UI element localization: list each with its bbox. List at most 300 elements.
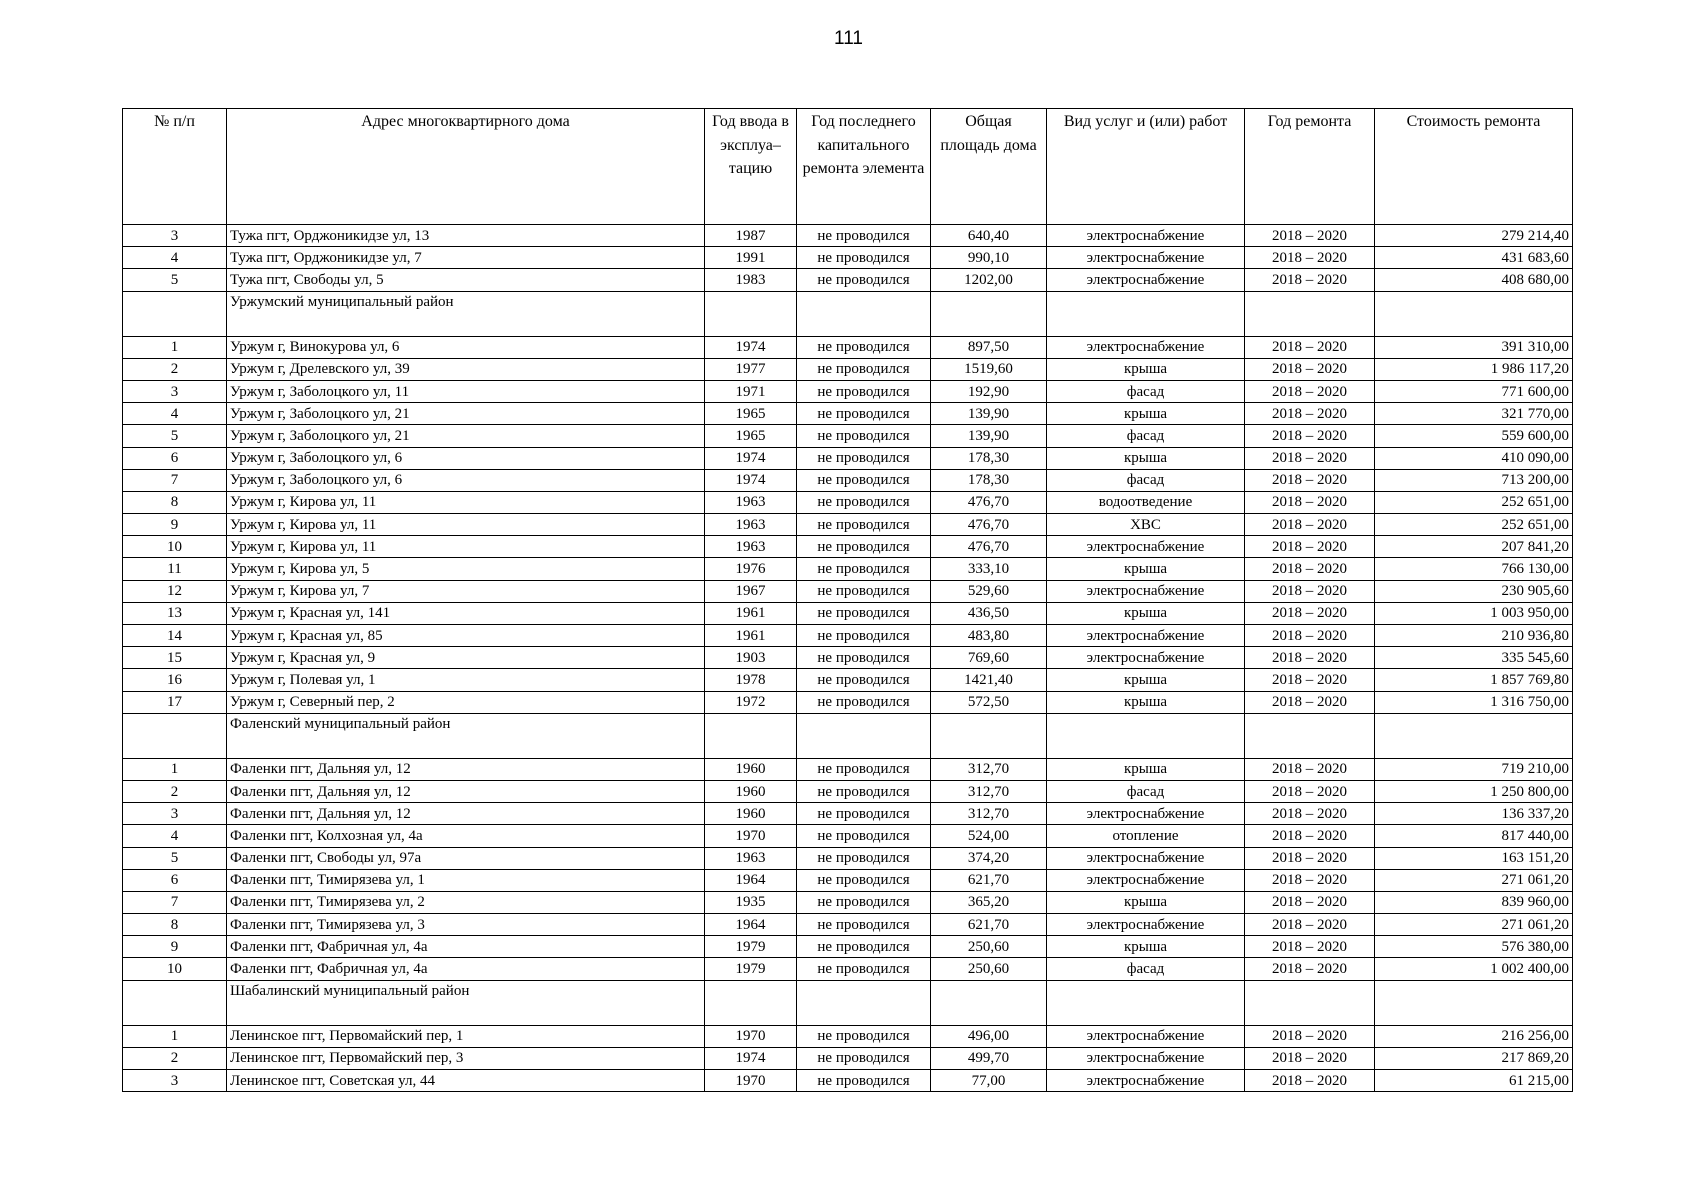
cell-cost: 1 002 400,00 — [1375, 958, 1573, 980]
cell-last-repair: не проводился — [797, 491, 931, 513]
cell-year: 1974 — [705, 447, 797, 469]
cell-area: 524,00 — [931, 825, 1047, 847]
cell-area: 374,20 — [931, 847, 1047, 869]
empty-cell — [705, 980, 797, 1025]
cell-service: крыша — [1047, 358, 1245, 380]
cell-num: 2 — [123, 1047, 227, 1069]
cell-year: 1972 — [705, 691, 797, 713]
cell-cost: 719 210,00 — [1375, 758, 1573, 780]
cell-address: Уржум г, Кирова ул, 11 — [227, 536, 705, 558]
cell-area: 139,90 — [931, 425, 1047, 447]
cell-last-repair: не проводился — [797, 847, 931, 869]
cell-repair-years: 2018 – 2020 — [1245, 958, 1375, 980]
cell-cost: 163 151,20 — [1375, 847, 1573, 869]
empty-cell — [1047, 980, 1245, 1025]
cell-service: электроснабжение — [1047, 247, 1245, 269]
cell-num: 17 — [123, 691, 227, 713]
cell-repair-years: 2018 – 2020 — [1245, 914, 1375, 936]
cell-repair-years: 2018 – 2020 — [1245, 625, 1375, 647]
cell-service: крыша — [1047, 403, 1245, 425]
cell-num: 9 — [123, 936, 227, 958]
table-row — [123, 269, 1573, 291]
cell-address: Уржум г, Кирова ул, 11 — [227, 514, 705, 536]
cell-year: 1991 — [705, 247, 797, 269]
cell-year: 1965 — [705, 425, 797, 447]
table-row — [123, 625, 1573, 647]
cell-address: Уржум г, Заболоцкого ул, 6 — [227, 447, 705, 469]
table-row — [123, 691, 1573, 713]
cell-address: Фаленки пгт, Тимирязева ул, 3 — [227, 914, 705, 936]
cell-repair-years: 2018 – 2020 — [1245, 358, 1375, 380]
cell-address: Фаленки пгт, Фабричная ул, 4а — [227, 936, 705, 958]
cell-last-repair: не проводился — [797, 936, 931, 958]
cell-area: 333,10 — [931, 558, 1047, 580]
header-address: Адрес многоквартирного дома — [227, 109, 705, 225]
cell-service: крыша — [1047, 447, 1245, 469]
cell-num: 1 — [123, 1025, 227, 1047]
empty-cell — [931, 291, 1047, 336]
table-row — [123, 847, 1573, 869]
cell-service: крыша — [1047, 758, 1245, 780]
cell-year: 1974 — [705, 336, 797, 358]
cell-year: 1971 — [705, 380, 797, 402]
cell-service: электроснабжение — [1047, 1025, 1245, 1047]
cell-cost: 1 250 800,00 — [1375, 780, 1573, 802]
cell-repair-years: 2018 – 2020 — [1245, 825, 1375, 847]
cell-last-repair: не проводился — [797, 1070, 931, 1092]
empty-cell — [1047, 713, 1245, 758]
cell-repair-years: 2018 – 2020 — [1245, 269, 1375, 291]
cell-address: Фаленки пгт, Тимирязева ул, 1 — [227, 869, 705, 891]
cell-last-repair: не проводился — [797, 447, 931, 469]
table-row — [123, 602, 1573, 624]
cell-address: Тужа пгт, Свободы ул, 5 — [227, 269, 705, 291]
empty-cell — [931, 980, 1047, 1025]
cell-last-repair: не проводился — [797, 536, 931, 558]
cell-last-repair: не проводился — [797, 803, 931, 825]
cell-service: крыша — [1047, 669, 1245, 691]
cell-area: 250,60 — [931, 958, 1047, 980]
cell-last-repair: не проводился — [797, 602, 931, 624]
header-area: Общая площадь дома — [931, 109, 1047, 225]
cell-cost: 1 316 750,00 — [1375, 691, 1573, 713]
table-row — [123, 425, 1573, 447]
cell-num: 5 — [123, 269, 227, 291]
table-row — [123, 891, 1573, 913]
cell-last-repair: не проводился — [797, 758, 931, 780]
empty-cell — [123, 291, 227, 336]
cell-num: 3 — [123, 1070, 227, 1092]
cell-area: 250,60 — [931, 936, 1047, 958]
empty-cell — [1375, 291, 1573, 336]
district-row — [123, 291, 1573, 336]
cell-repair-years: 2018 – 2020 — [1245, 336, 1375, 358]
cell-repair-years: 2018 – 2020 — [1245, 380, 1375, 402]
table-row — [123, 469, 1573, 491]
cell-service: отопление — [1047, 825, 1245, 847]
cell-cost: 410 090,00 — [1375, 447, 1573, 469]
cell-year: 1935 — [705, 891, 797, 913]
cell-num: 2 — [123, 780, 227, 802]
cell-service: электроснабжение — [1047, 1047, 1245, 1069]
cell-last-repair: не проводился — [797, 780, 931, 802]
cell-num: 15 — [123, 647, 227, 669]
cell-cost: 136 337,20 — [1375, 803, 1573, 825]
cell-num: 8 — [123, 914, 227, 936]
cell-last-repair: не проводился — [797, 514, 931, 536]
cell-service: электроснабжение — [1047, 914, 1245, 936]
cell-last-repair: не проводился — [797, 247, 931, 269]
cell-year: 1965 — [705, 403, 797, 425]
cell-service: электроснабжение — [1047, 647, 1245, 669]
cell-repair-years: 2018 – 2020 — [1245, 1025, 1375, 1047]
cell-service: фасад — [1047, 380, 1245, 402]
cell-year: 1961 — [705, 625, 797, 647]
table-row — [123, 914, 1573, 936]
empty-cell — [1375, 713, 1573, 758]
cell-last-repair: не проводился — [797, 558, 931, 580]
cell-cost: 1 986 117,20 — [1375, 358, 1573, 380]
cell-service: электроснабжение — [1047, 225, 1245, 247]
cell-area: 476,70 — [931, 514, 1047, 536]
cell-service: электроснабжение — [1047, 847, 1245, 869]
cell-address: Уржум г, Заболоцкого ул, 21 — [227, 403, 705, 425]
cell-num: 13 — [123, 602, 227, 624]
empty-cell — [123, 713, 227, 758]
table-row — [123, 403, 1573, 425]
cell-area: 496,00 — [931, 1025, 1047, 1047]
cell-last-repair: не проводился — [797, 1047, 931, 1069]
cell-year: 1983 — [705, 269, 797, 291]
cell-last-repair: не проводился — [797, 336, 931, 358]
cell-repair-years: 2018 – 2020 — [1245, 1047, 1375, 1069]
cell-repair-years: 2018 – 2020 — [1245, 847, 1375, 869]
cell-cost: 321 770,00 — [1375, 403, 1573, 425]
cell-address: Уржум г, Полевая ул, 1 — [227, 669, 705, 691]
table-row — [123, 491, 1573, 513]
cell-year: 1977 — [705, 358, 797, 380]
cell-service: ХВС — [1047, 514, 1245, 536]
cell-address: Уржум г, Заболоцкого ул, 6 — [227, 469, 705, 491]
cell-area: 312,70 — [931, 780, 1047, 802]
cell-year: 1978 — [705, 669, 797, 691]
table-row — [123, 647, 1573, 669]
table-row — [123, 1025, 1573, 1047]
cell-address: Уржум г, Винокурова ул, 6 — [227, 336, 705, 358]
cell-last-repair: не проводился — [797, 914, 931, 936]
cell-area: 476,70 — [931, 491, 1047, 513]
cell-last-repair: не проводился — [797, 358, 931, 380]
cell-cost: 271 061,20 — [1375, 869, 1573, 891]
cell-num: 6 — [123, 869, 227, 891]
cell-address: Фаленки пгт, Дальняя ул, 12 — [227, 780, 705, 802]
cell-repair-years: 2018 – 2020 — [1245, 447, 1375, 469]
cell-cost: 766 130,00 — [1375, 558, 1573, 580]
cell-service: крыша — [1047, 891, 1245, 913]
cell-area: 178,30 — [931, 469, 1047, 491]
cell-last-repair: не проводился — [797, 825, 931, 847]
repair-table — [122, 108, 1573, 1092]
cell-cost: 1 857 769,80 — [1375, 669, 1573, 691]
cell-repair-years: 2018 – 2020 — [1245, 936, 1375, 958]
header-year: Год ввода в эксплуа–тацию — [705, 109, 797, 225]
cell-area: 436,50 — [931, 602, 1047, 624]
cell-repair-years: 2018 – 2020 — [1245, 536, 1375, 558]
cell-cost: 839 960,00 — [1375, 891, 1573, 913]
cell-area: 897,50 — [931, 336, 1047, 358]
cell-num: 5 — [123, 425, 227, 447]
header-repair-years: Год ремонта — [1245, 109, 1375, 225]
cell-year: 1976 — [705, 558, 797, 580]
cell-year: 1987 — [705, 225, 797, 247]
cell-num: 16 — [123, 669, 227, 691]
table-row — [123, 514, 1573, 536]
cell-num: 7 — [123, 469, 227, 491]
cell-last-repair: не проводился — [797, 225, 931, 247]
cell-year: 1903 — [705, 647, 797, 669]
cell-address: Уржум г, Кирова ул, 7 — [227, 580, 705, 602]
cell-address: Уржум г, Северный пер, 2 — [227, 691, 705, 713]
cell-cost: 61 215,00 — [1375, 1070, 1573, 1092]
cell-service: фасад — [1047, 780, 1245, 802]
cell-repair-years: 2018 – 2020 — [1245, 580, 1375, 602]
cell-last-repair: не проводился — [797, 1025, 931, 1047]
cell-num: 4 — [123, 825, 227, 847]
table-row — [123, 825, 1573, 847]
cell-cost: 391 310,00 — [1375, 336, 1573, 358]
header-num: № п/п — [123, 109, 227, 225]
cell-area: 621,70 — [931, 914, 1047, 936]
cell-year: 1979 — [705, 936, 797, 958]
empty-cell — [1245, 291, 1375, 336]
cell-last-repair: не проводился — [797, 958, 931, 980]
cell-num: 2 — [123, 358, 227, 380]
cell-num: 7 — [123, 891, 227, 913]
table-row — [123, 358, 1573, 380]
cell-service: фасад — [1047, 425, 1245, 447]
cell-service: фасад — [1047, 469, 1245, 491]
cell-year: 1967 — [705, 580, 797, 602]
table-row — [123, 958, 1573, 980]
cell-address: Ленинское пгт, Первомайский пер, 1 — [227, 1025, 705, 1047]
cell-area: 483,80 — [931, 625, 1047, 647]
cell-year: 1963 — [705, 514, 797, 536]
district-name: Фаленский муниципальный район — [227, 713, 705, 758]
empty-cell — [931, 713, 1047, 758]
cell-address: Уржум г, Кирова ул, 5 — [227, 558, 705, 580]
cell-num: 1 — [123, 336, 227, 358]
table-row — [123, 758, 1573, 780]
cell-repair-years: 2018 – 2020 — [1245, 669, 1375, 691]
cell-cost: 279 214,40 — [1375, 225, 1573, 247]
cell-num: 10 — [123, 958, 227, 980]
cell-area: 139,90 — [931, 403, 1047, 425]
cell-year: 1960 — [705, 780, 797, 802]
cell-cost: 408 680,00 — [1375, 269, 1573, 291]
empty-cell — [123, 980, 227, 1025]
cell-address: Тужа пгт, Орджоникидзе ул, 7 — [227, 247, 705, 269]
cell-year: 1963 — [705, 491, 797, 513]
cell-cost: 1 003 950,00 — [1375, 602, 1573, 624]
table-row — [123, 447, 1573, 469]
cell-num: 14 — [123, 625, 227, 647]
empty-cell — [1047, 291, 1245, 336]
cell-last-repair: не проводился — [797, 691, 931, 713]
cell-num: 11 — [123, 558, 227, 580]
cell-year: 1970 — [705, 1025, 797, 1047]
cell-year: 1979 — [705, 958, 797, 980]
cell-area: 499,70 — [931, 1047, 1047, 1069]
cell-last-repair: не проводился — [797, 580, 931, 602]
cell-year: 1963 — [705, 847, 797, 869]
cell-service: электроснабжение — [1047, 336, 1245, 358]
cell-address: Уржум г, Заболоцкого ул, 11 — [227, 380, 705, 402]
cell-service: крыша — [1047, 558, 1245, 580]
cell-service: электроснабжение — [1047, 869, 1245, 891]
cell-cost: 431 683,60 — [1375, 247, 1573, 269]
cell-year: 1970 — [705, 1070, 797, 1092]
cell-cost: 559 600,00 — [1375, 425, 1573, 447]
cell-service: электроснабжение — [1047, 803, 1245, 825]
cell-area: 312,70 — [931, 803, 1047, 825]
cell-cost: 210 936,80 — [1375, 625, 1573, 647]
cell-address: Уржум г, Дрелевского ул, 39 — [227, 358, 705, 380]
table-row — [123, 1047, 1573, 1069]
cell-address: Фаленки пгт, Дальняя ул, 12 — [227, 758, 705, 780]
empty-cell — [705, 713, 797, 758]
page-number: 111 — [834, 28, 863, 49]
cell-num: 8 — [123, 491, 227, 513]
cell-last-repair: не проводился — [797, 647, 931, 669]
cell-last-repair: не проводился — [797, 380, 931, 402]
cell-area: 529,60 — [931, 580, 1047, 602]
cell-repair-years: 2018 – 2020 — [1245, 469, 1375, 491]
cell-repair-years: 2018 – 2020 — [1245, 647, 1375, 669]
cell-cost: 217 869,20 — [1375, 1047, 1573, 1069]
cell-area: 621,70 — [931, 869, 1047, 891]
cell-num: 3 — [123, 225, 227, 247]
cell-cost: 771 600,00 — [1375, 380, 1573, 402]
cell-year: 1960 — [705, 803, 797, 825]
cell-last-repair: не проводился — [797, 669, 931, 691]
cell-area: 1202,00 — [931, 269, 1047, 291]
empty-cell — [1245, 980, 1375, 1025]
empty-cell — [797, 713, 931, 758]
cell-address: Ленинское пгт, Первомайский пер, 3 — [227, 1047, 705, 1069]
cell-num: 5 — [123, 847, 227, 869]
table-row — [123, 936, 1573, 958]
table-row — [123, 780, 1573, 802]
cell-address: Фаленки пгт, Дальняя ул, 12 — [227, 803, 705, 825]
cell-last-repair: не проводился — [797, 869, 931, 891]
cell-service: электроснабжение — [1047, 269, 1245, 291]
cell-repair-years: 2018 – 2020 — [1245, 891, 1375, 913]
cell-area: 365,20 — [931, 891, 1047, 913]
district-name: Шабалинский муниципальный район — [227, 980, 705, 1025]
cell-repair-years: 2018 – 2020 — [1245, 403, 1375, 425]
cell-cost: 576 380,00 — [1375, 936, 1573, 958]
table-row — [123, 669, 1573, 691]
cell-area: 178,30 — [931, 447, 1047, 469]
cell-area: 1519,60 — [931, 358, 1047, 380]
cell-address: Фаленки пгт, Колхозная ул, 4а — [227, 825, 705, 847]
table-row — [123, 558, 1573, 580]
cell-year: 1960 — [705, 758, 797, 780]
cell-service: электроснабжение — [1047, 580, 1245, 602]
header-cost: Стоимость ремонта — [1375, 109, 1573, 225]
cell-last-repair: не проводился — [797, 269, 931, 291]
cell-cost: 335 545,60 — [1375, 647, 1573, 669]
empty-cell — [797, 291, 931, 336]
cell-num: 4 — [123, 247, 227, 269]
cell-address: Фаленки пгт, Свободы ул, 97а — [227, 847, 705, 869]
cell-address: Уржум г, Кирова ул, 11 — [227, 491, 705, 513]
cell-repair-years: 2018 – 2020 — [1245, 425, 1375, 447]
cell-cost: 271 061,20 — [1375, 914, 1573, 936]
cell-num: 12 — [123, 580, 227, 602]
table-row — [123, 336, 1573, 358]
cell-repair-years: 2018 – 2020 — [1245, 780, 1375, 802]
cell-address: Фаленки пгт, Тимирязева ул, 2 — [227, 891, 705, 913]
table-row — [123, 380, 1573, 402]
cell-address: Тужа пгт, Орджоникидзе ул, 13 — [227, 225, 705, 247]
cell-area: 312,70 — [931, 758, 1047, 780]
cell-service: электроснабжение — [1047, 1070, 1245, 1092]
cell-service: фасад — [1047, 958, 1245, 980]
header-service: Вид услуг и (или) работ — [1047, 109, 1245, 225]
cell-address: Уржум г, Красная ул, 141 — [227, 602, 705, 624]
table-body — [123, 225, 1573, 1092]
cell-cost: 252 651,00 — [1375, 491, 1573, 513]
district-row — [123, 980, 1573, 1025]
cell-service: электроснабжение — [1047, 536, 1245, 558]
table-header-row — [123, 109, 1573, 225]
cell-area: 1421,40 — [931, 669, 1047, 691]
cell-area: 572,50 — [931, 691, 1047, 713]
cell-repair-years: 2018 – 2020 — [1245, 602, 1375, 624]
cell-last-repair: не проводился — [797, 469, 931, 491]
table-row — [123, 1070, 1573, 1092]
cell-repair-years: 2018 – 2020 — [1245, 247, 1375, 269]
cell-repair-years: 2018 – 2020 — [1245, 1070, 1375, 1092]
cell-last-repair: не проводился — [797, 403, 931, 425]
cell-year: 1974 — [705, 1047, 797, 1069]
cell-repair-years: 2018 – 2020 — [1245, 758, 1375, 780]
cell-area: 77,00 — [931, 1070, 1047, 1092]
cell-repair-years: 2018 – 2020 — [1245, 225, 1375, 247]
cell-year: 1964 — [705, 869, 797, 891]
cell-num: 4 — [123, 403, 227, 425]
table-row — [123, 580, 1573, 602]
cell-repair-years: 2018 – 2020 — [1245, 491, 1375, 513]
cell-area: 192,90 — [931, 380, 1047, 402]
table-row — [123, 869, 1573, 891]
cell-service: крыша — [1047, 691, 1245, 713]
cell-repair-years: 2018 – 2020 — [1245, 803, 1375, 825]
cell-address: Фаленки пгт, Фабричная ул, 4а — [227, 958, 705, 980]
empty-cell — [1375, 980, 1573, 1025]
cell-year: 1961 — [705, 602, 797, 624]
cell-year: 1974 — [705, 469, 797, 491]
cell-area: 640,40 — [931, 225, 1047, 247]
cell-year: 1964 — [705, 914, 797, 936]
cell-cost: 207 841,20 — [1375, 536, 1573, 558]
cell-cost: 230 905,60 — [1375, 580, 1573, 602]
cell-address: Уржум г, Красная ул, 85 — [227, 625, 705, 647]
cell-last-repair: не проводился — [797, 625, 931, 647]
cell-area: 769,60 — [931, 647, 1047, 669]
cell-service: электроснабжение — [1047, 625, 1245, 647]
